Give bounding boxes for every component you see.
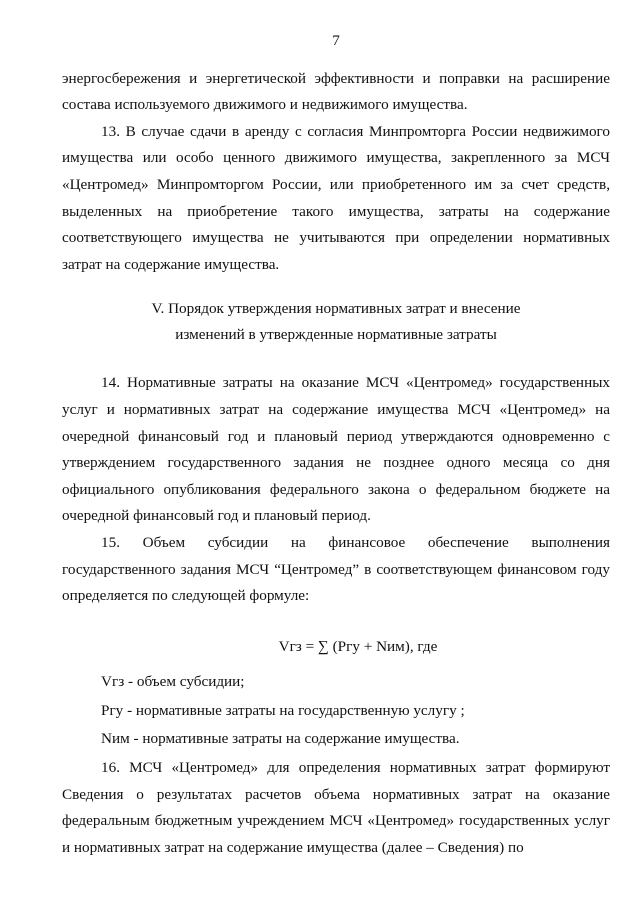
definition-vgz: Vгз - объем субсидии; (101, 673, 245, 691)
paragraph-14: 14. Нормативные затраты на оказание МСЧ «Центромед» государственных услуг и нормативных затрат на содержание имущества МСЧ «Центромед» на очередной финансовый год и плановый период утверждаются одновременно с утверждением государственного задания не позднее одного месяца со дня официального опубликования федерального закона о федеральном бюджете на очередной финансовый год и плановый период. (62, 374, 610, 525)
subsidy-formula: Vгз = ∑ (Pгу + Nим), где (278, 637, 438, 655)
section-heading-line-1: V. Порядок утверждения нормативных затрат и внесение (151, 300, 521, 318)
page-number: 7 (332, 32, 340, 49)
paragraph-15: 15. Объем субсидии на финансовое обеспечение выполнения государственного задания МСЧ “Центромед” в соответствующем финансовом году определяется по следующей формуле: (62, 533, 610, 605)
paragraph-continuation: энергосбережения и энергетической эффективности и поправки на расширение состава используемого движимого и недвижимого имущества. (62, 69, 610, 114)
paragraph-13: 13. В случае сдачи в аренду с согласия Минпромторга России недвижимого имущества или особо ценного движимого имущества, закрепленного за МСЧ «Центромед» Минпромторгом России, или приобретенного им за счет средств, выделенных на приобретение такого имущества, затраты на содержание соответствующего имущества не учитываются при определении нормативных затрат на содержание имущества. (62, 122, 610, 273)
formula-definitions (62, 669, 610, 753)
section-heading-line-2: изменений в утвержденные нормативные затраты (175, 326, 497, 344)
definition-pgu: Pгу - нормативные затраты на государственную услугу ; (101, 701, 465, 719)
paragraph-16: 16. МСЧ «Центромед» для определения нормативных затрат формируют Сведения о результатах расчетов объема нормативных затрат на оказание федеральным бюджетным учреждением МСЧ «Центромед» государственных услуг и нормативных затрат на содержание имущества (далее – Сведения) по (62, 759, 610, 856)
section-heading (62, 296, 610, 348)
definition-nim: Nим - нормативные затраты на содержание имущества. (101, 730, 460, 748)
